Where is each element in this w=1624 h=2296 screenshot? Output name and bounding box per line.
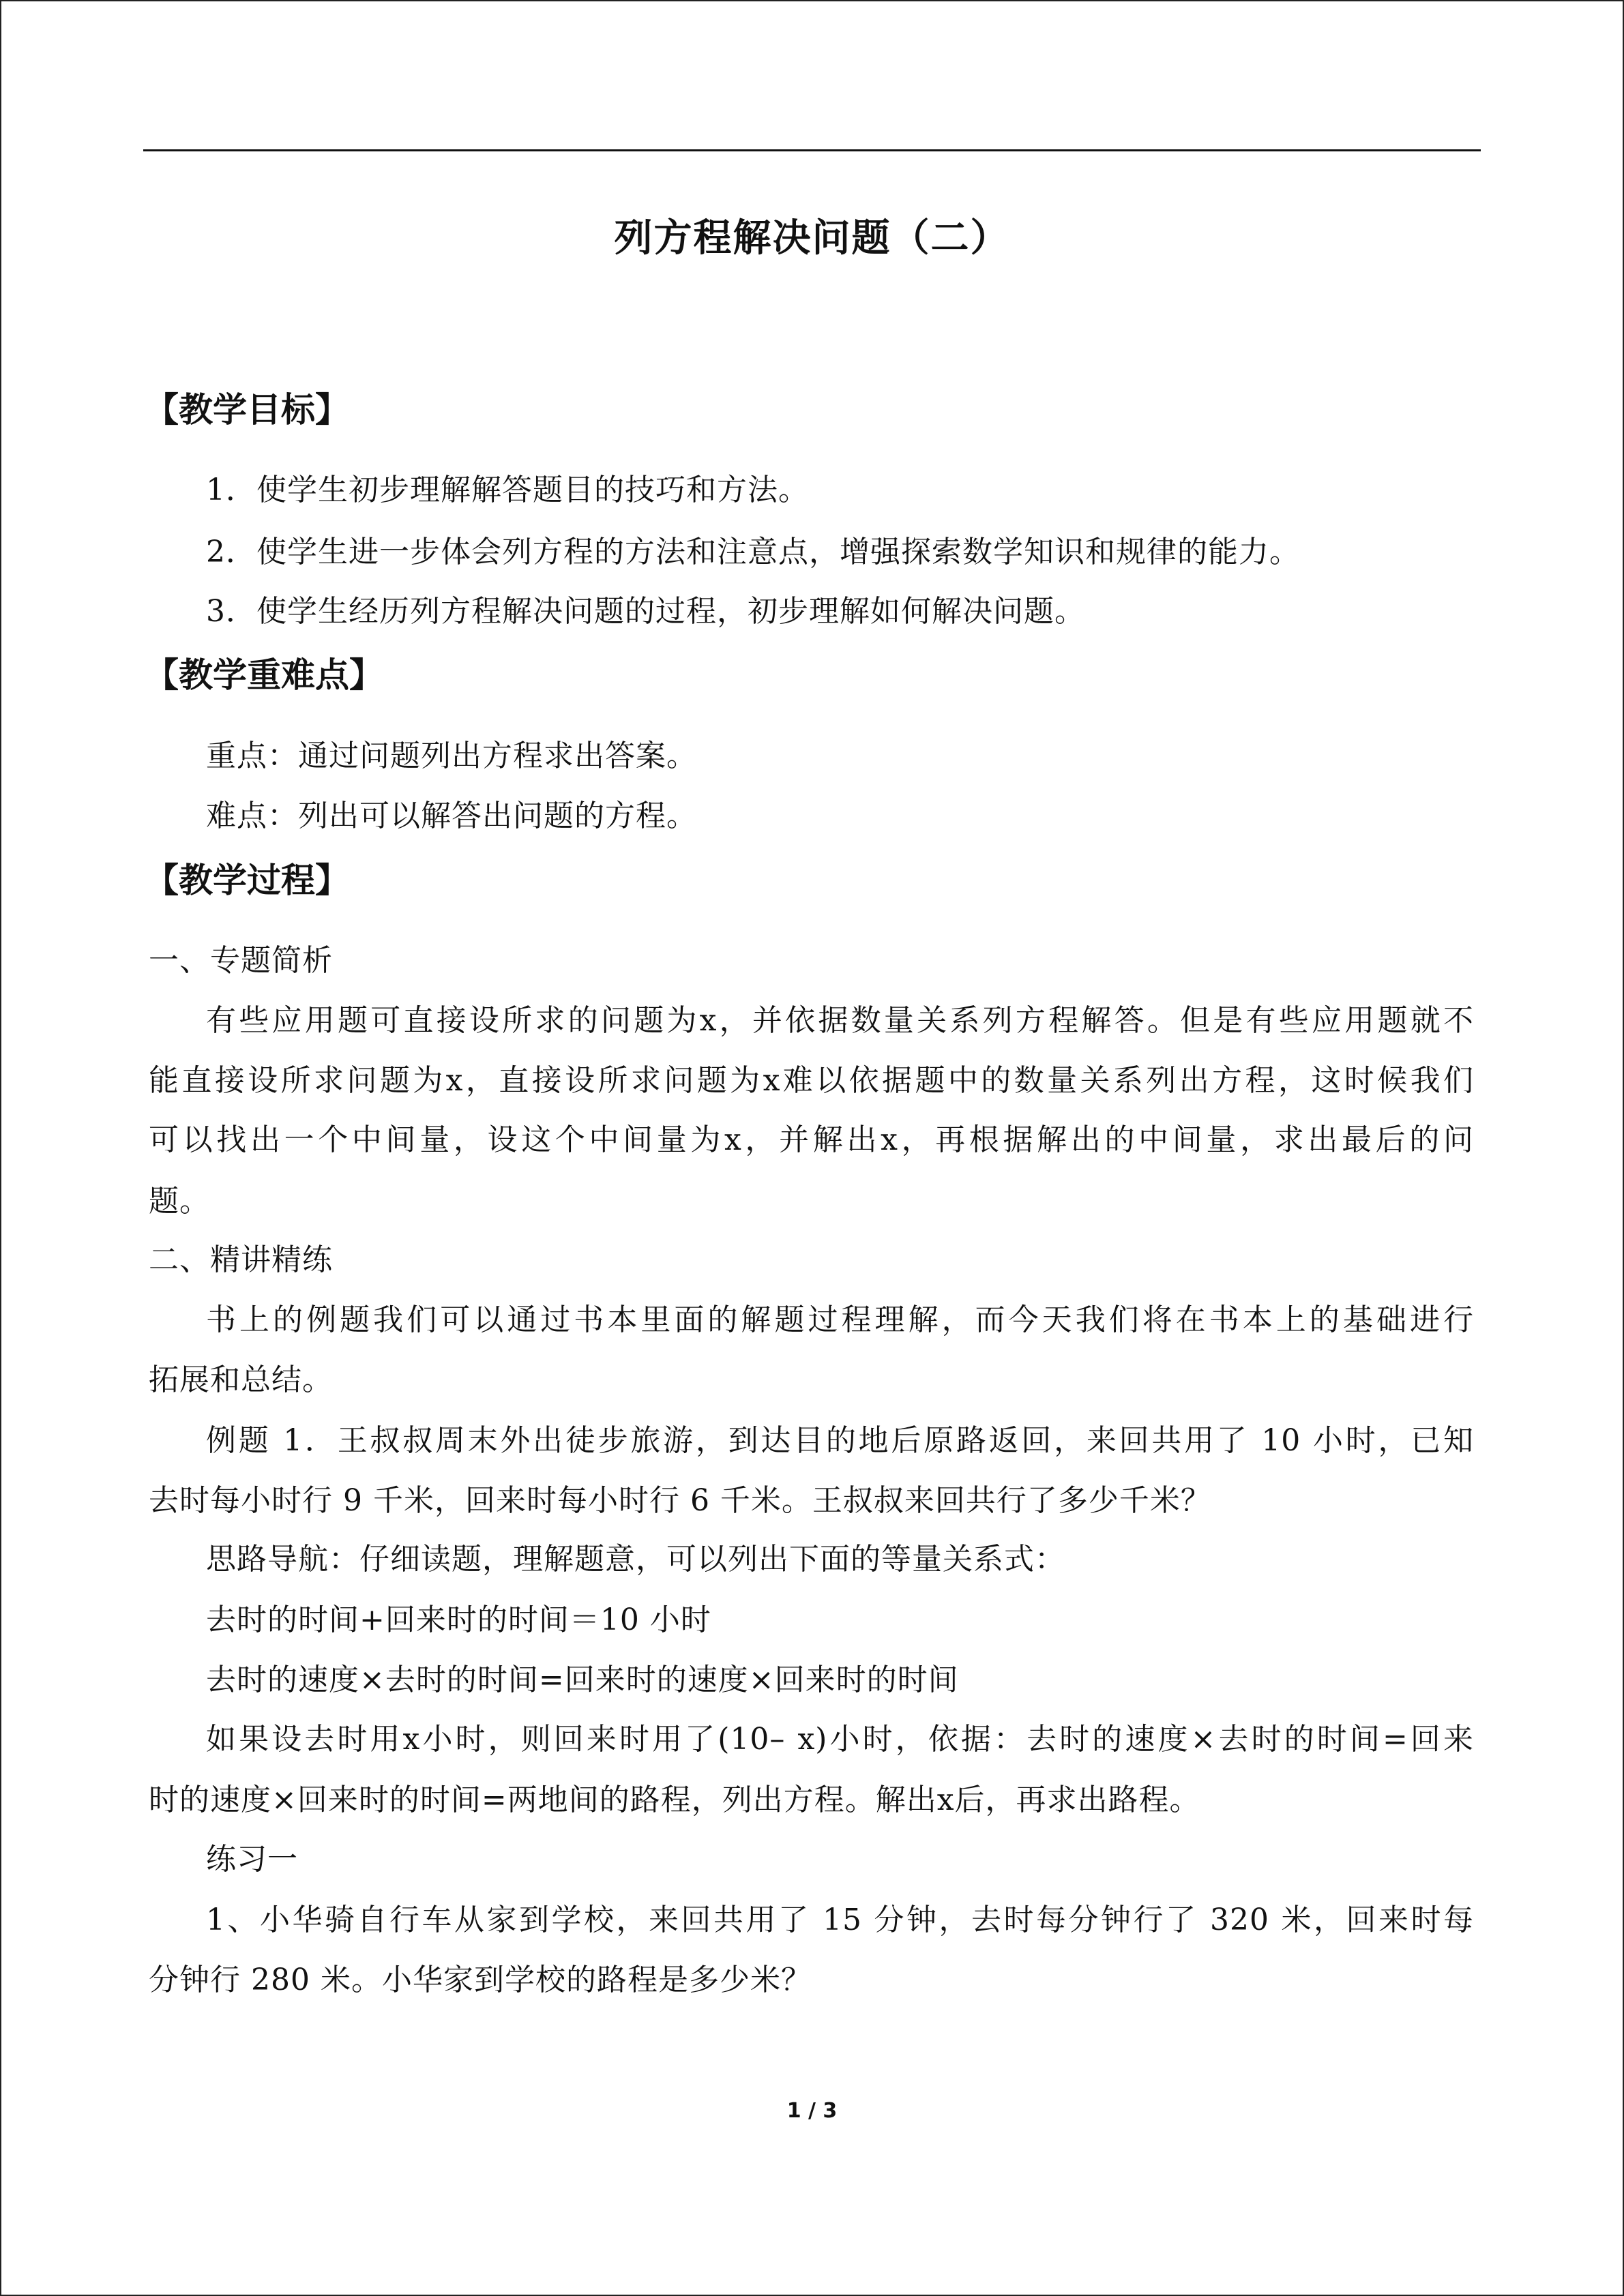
part2-line-1-text: 书上的例题我们可以通过书本里面的解题过程理解，而今天我们将在书本上的基础进行: [206, 1302, 1474, 1337]
part2-line-1: [206, 1298, 1474, 1342]
part1-line-3: [149, 1118, 1474, 1162]
explain-line-2: 时的速度×回来时的时间=两地间的路程，列出方程。解出x后，再求出路程。: [149, 1783, 1200, 1817]
document-title: 列方程解决问题（二）: [614, 216, 1010, 260]
heading-goals: 【教学目标】: [145, 390, 349, 430]
example-line-2: 去时每小时行 9 千米，回来时每小时行 6 千米。王叔叔来回共行了多少千米？: [149, 1483, 1211, 1518]
explain-line-1-text: 如果设去时用x小时，则回来时用了(10– x)小时，依据：去时的速度×去时的时间=回来: [206, 1722, 1474, 1757]
heading-process: 【教学过程】: [145, 861, 349, 900]
relation-2: 去时的速度×去时的时间=回来时的速度×回来时的时间: [206, 1663, 959, 1697]
difficult-point-item: 难点：列出可以解答出问题的方程。: [206, 799, 697, 833]
goal-item-3: 3．使学生经历列方程解决问题的过程，初步理解如何解决问题。: [206, 594, 1085, 629]
explain-line-1: [206, 1718, 1474, 1761]
example-line-1: [206, 1419, 1474, 1463]
exercise-line-2: 分钟行 280 米。小华家到学校的路程是多少米？: [149, 1963, 812, 1997]
heading-key-points: 【教学重难点】: [145, 655, 383, 695]
page-number: 1 / 3: [786, 2099, 838, 2123]
part1-line-2-text: 能直接设所求问题为x，直接设所求问题为x难以依据题中的数量关系列出方程，这时候我们: [149, 1063, 1474, 1098]
part1-line-3-text: 可以找出一个中间量，设这个中间量为x，并解出x，再根据解出的中间量，求出最后的问: [149, 1122, 1474, 1157]
key-point-item: 重点：通过问题列出方程求出答案。: [206, 739, 697, 773]
part1-line-2: [149, 1059, 1474, 1103]
part2-title: 二、精讲精练: [149, 1242, 333, 1277]
hint-text: 思路导航：仔细读题，理解题意，可以列出下面的等量关系式：: [206, 1542, 1065, 1577]
exercise-line-1: [206, 1898, 1474, 1942]
part1-title: 一、专题简析: [149, 943, 333, 978]
part1-line-1: [206, 999, 1474, 1043]
goal-item-2: 2．使学生进一步体会列方程的方法和注意点，增强探索数学知识和规律的能力。: [206, 535, 1300, 569]
relation-1: 去时的时间+回来时的时间＝10 小时: [206, 1602, 711, 1637]
part1-line-4: 题。: [149, 1184, 210, 1219]
exercise-title: 练习一: [206, 1842, 298, 1877]
part2-line-2: 拓展和总结。: [149, 1362, 333, 1397]
example-line-1-text: 例题 1．王叔叔周末外出徒步旅游，到达目的地后原路返回，来回共用了 10 小时，已知: [206, 1423, 1474, 1458]
exercise-line-1-text: 1、小华骑自行车从家到学校，来回共用了 15 分钟，去时每分钟行了 320 米，回来时每: [206, 1903, 1474, 1937]
goal-item-1: 1．使学生初步理解解答题目的技巧和方法。: [206, 473, 809, 507]
header-rule: [143, 149, 1481, 151]
part1-line-1-text: 有些应用题可直接设所求的问题为x，并依据数量关系列方程解答。但是有些应用题就不: [206, 1003, 1474, 1038]
